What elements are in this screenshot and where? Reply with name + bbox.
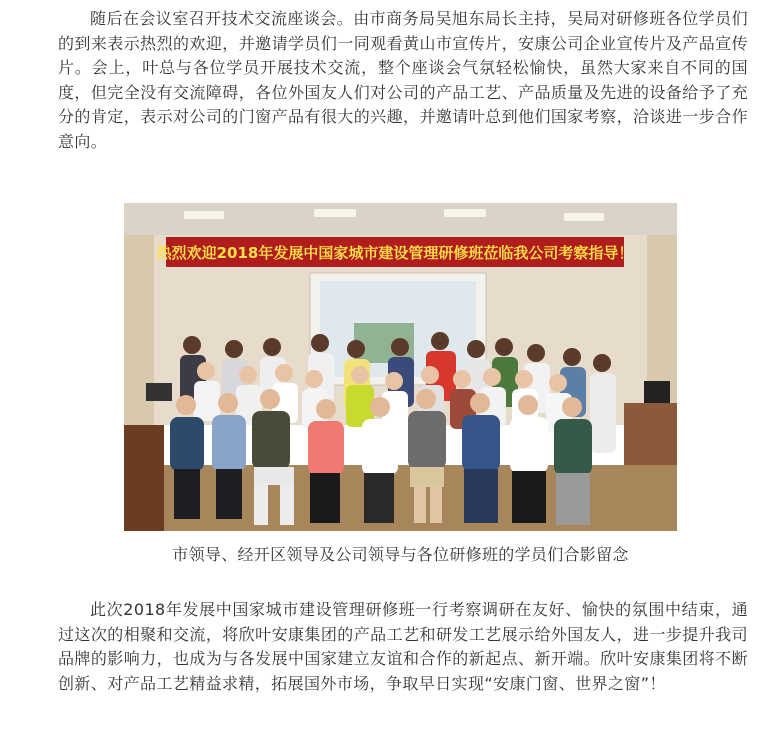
banner-text: 热烈欢迎2018年发展中国家城市建设管理研修班莅临我公司考察指导！ xyxy=(156,244,634,262)
group-photo xyxy=(124,203,677,531)
article-paragraph-2: 此次2018年发展中国家城市建设管理研修班一行考察调研在友好、愉快的氛围中结束，通过这次的相聚和交流，将欣叶安康集团的产品工艺和研发工艺展示给外国友人，进一步提升我司品牌的影响力，也成为与各发展中国家建立友谊和合作的新起点、新开端。欣叶安康集团将不断创新、对产品工艺精益求精，拓展国外市场，争取早日实现“安康门窗、世界之窗”！ xyxy=(58,600,748,693)
article-paragraph-1: 随后在会议室召开技术交流座谈会。由市商务局吴旭东局长主持，吴局对研修班各位学员们的到来表示热烈的欢迎，并邀请学员们一同观看黄山市宣传片，安康公司企业宣传片及产品宣传片。会上，叶总与各位学员开展技术交流，整个座谈会气氛轻松愉快，虽然大家来自不同的国度，但完全没有交流障碍，各位外国友人们对公司的产品工艺、产品质量及先进的设备给予了充分的肯定，表示对公司的门窗产品有很大的兴趣，并邀请叶总到他们国家考察，洽谈进一步合作意向。 xyxy=(58,9,748,151)
photo-caption: 市领导、经开区领导及公司领导与各位研修班的学员们合影留念 xyxy=(172,545,629,564)
